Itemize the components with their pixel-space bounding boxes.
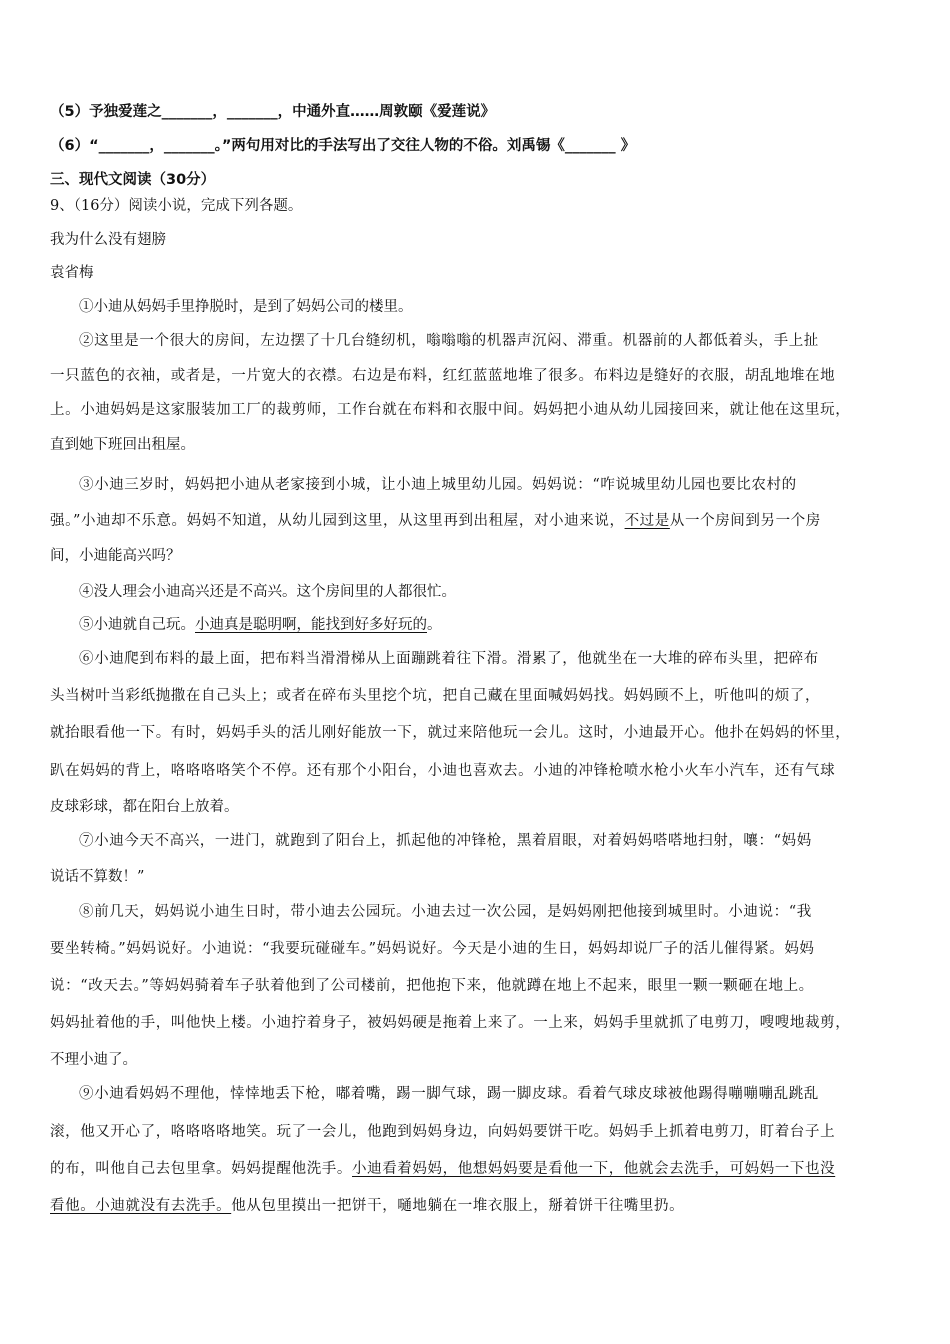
paragraph-5 xyxy=(79,615,939,635)
underlined-passage-part-1: 小迪看着妈妈，他想妈妈要是看他一下，他就会去洗手，可妈妈一下也没 xyxy=(352,1161,836,1177)
paragraph-2-line-4: 直到她下班回出租屋。 xyxy=(50,437,195,453)
paragraph-2-line-2: 一只蓝色的衣袖，或者是，一片宽大的衣襟。右边是布料，红红蓝蓝地堆了很多。布料边是缝好的衣服，胡乱地堆在地 xyxy=(50,368,836,384)
story-author: 袁省梅 xyxy=(50,265,94,281)
fill-in-question-6: （6）“_______，_______。”两句用对比的手法写出了交往人物的不俗。刘禹锡《_______ 》 xyxy=(50,138,636,154)
paragraph-3-text-b: 从一个房间到另一个房 xyxy=(669,513,821,529)
paragraph-9-text-a: 的布，叫他自己去包里拿。妈妈提醒他洗手。 xyxy=(50,1161,352,1177)
paragraph-1: ①小迪从妈妈手里挣脱时，是到了妈妈公司的楼里。 xyxy=(79,299,413,315)
question-prompt: 9、（16分）阅读小说，完成下列各题。 xyxy=(50,198,303,214)
underlined-sentence: 小迪真是聪明啊，能找到好多好玩的 xyxy=(195,617,427,633)
paragraph-8-line-3: 说：“改天去。”等妈妈骑着车子驮着他到了公司楼前，把他抱下来，他就蹲在地上不起来，眼里一颗一颗砸在地上。 xyxy=(50,978,814,994)
paragraph-8-line-2: 要坐转椅。”妈妈说好。小迪说：“我要玩碰碰车。”妈妈说好。今天是小迪的生日，妈妈却说厂子的活儿催得紧。妈妈 xyxy=(50,941,815,957)
paragraph-4: ④没人理会小迪高兴还是不高兴。这个房间里的人都很忙。 xyxy=(79,584,456,600)
paragraph-8-line-4: 妈妈扯着他的手，叫他快上楼。小迪拧着身子，被妈妈硬是拖着上来了。一上来，妈妈手里就抓了电剪刀，嗖嗖地裁剪， xyxy=(50,1015,851,1031)
paragraph-9-line-1: ⑨小迪看妈妈不理他，悻悻地丢下枪，嘟着嘴，踢一脚气球，踢一脚皮球。看着气球皮球被他踢得嘣嘣嘣乱跳乱 xyxy=(79,1086,819,1102)
paragraph-3-line-1: ③小迪三岁时，妈妈把小迪从老家接到小城，让小迪上城里幼儿园。妈妈说：“咋说城里幼儿园也要比农村的 xyxy=(79,477,797,493)
paragraph-3-line-3: 间，小迪能高兴吗？ xyxy=(50,548,181,564)
paragraph-5-text-b: 。 xyxy=(427,617,442,633)
paragraph-9-line-4 xyxy=(50,1196,910,1216)
paragraph-3-line-2 xyxy=(50,511,910,531)
underlined-phrase: 不过是 xyxy=(624,513,670,529)
paragraph-6-line-1: ⑥小迪爬到布料的最上面，把布料当滑滑梯从上面蹦跳着往下滑。滑累了，他就坐在一大堆的碎布头里，把碎布 xyxy=(79,651,819,667)
paragraph-6-line-3: 就抬眼看他一下。有时，妈妈手头的活儿刚好能放一下，就过来陪他玩一会儿。这时，小迪最开心。他扑在妈妈的怀里， xyxy=(50,725,851,741)
paragraph-6-line-5: 皮球彩球，都在阳台上放着。 xyxy=(50,799,239,815)
fill-in-question-5: （5）予独爱莲之_______，_______，中通外直……周敦颐《爱莲说》 xyxy=(50,104,496,120)
paragraph-2-line-1: ②这里是一个很大的房间，左边摆了十几台缝纫机，嗡嗡嗡的机器声沉闷、滞重。机器前的人都低着头，手上扯 xyxy=(79,333,819,349)
paragraph-3-text-a: 强。”小迪却不乐意。妈妈不知道，从幼儿园到这里，从这里再到出租屋，对小迪来说， xyxy=(50,513,625,529)
paragraph-9-text-b: 他从包里摸出一把饼干，嗵地躺在一堆衣服上，掰着饼干往嘴里扔。 xyxy=(231,1198,685,1214)
paragraph-7-line-1: ⑦小迪今天不高兴，一进门，就跑到了阳台上，抓起他的冲锋枪，黑着眉眼，对着妈妈嗒嗒地扫射，嚷：“妈妈 xyxy=(79,833,812,849)
paragraph-6-line-4: 趴在妈妈的背上，咯咯咯咯笑个不停。还有那个小阳台，小迪也喜欢去。小迪的冲锋枪喷水枪小火车小汽车，还有气球 xyxy=(50,763,836,779)
paragraph-9-line-3 xyxy=(50,1159,910,1179)
paragraph-9-line-2: 滚，他又开心了，咯咯咯咯地笑。玩了一会儿，他跑到妈妈身边，向妈妈要饼干吃。妈妈手上抓着电剪刀，盯着台子上 xyxy=(50,1124,836,1140)
section-heading: 三、现代文阅读（30分） xyxy=(50,172,216,188)
story-title: 我为什么没有翅膀 xyxy=(50,232,166,248)
paragraph-5-text-a: ⑤小迪就自己玩。 xyxy=(79,617,195,633)
paragraph-2-line-3: 上。小迪妈妈是这家服装加工厂的裁剪师，工作台就在布料和衣服中间。妈妈把小迪从幼儿园接回来，就让他在这里玩， xyxy=(50,402,851,418)
paragraph-8-line-5: 不理小迪了。 xyxy=(50,1052,137,1068)
paragraph-8-line-1: ⑧前几天，妈妈说小迪生日时，带小迪去公园玩。小迪去过一次公园，是妈妈刚把他接到城里时。小迪说：“我 xyxy=(79,904,812,920)
paragraph-7-line-2: 说话不算数！” xyxy=(50,869,145,885)
underlined-passage-part-2: 看他。小迪就没有去洗手。 xyxy=(50,1198,232,1214)
paragraph-6-line-2: 头当树叶当彩纸抛撒在自己头上；或者在碎布头里挖个坑，把自己藏在里面喊妈妈找。妈妈顾不上，听他叫的烦了， xyxy=(50,688,821,704)
